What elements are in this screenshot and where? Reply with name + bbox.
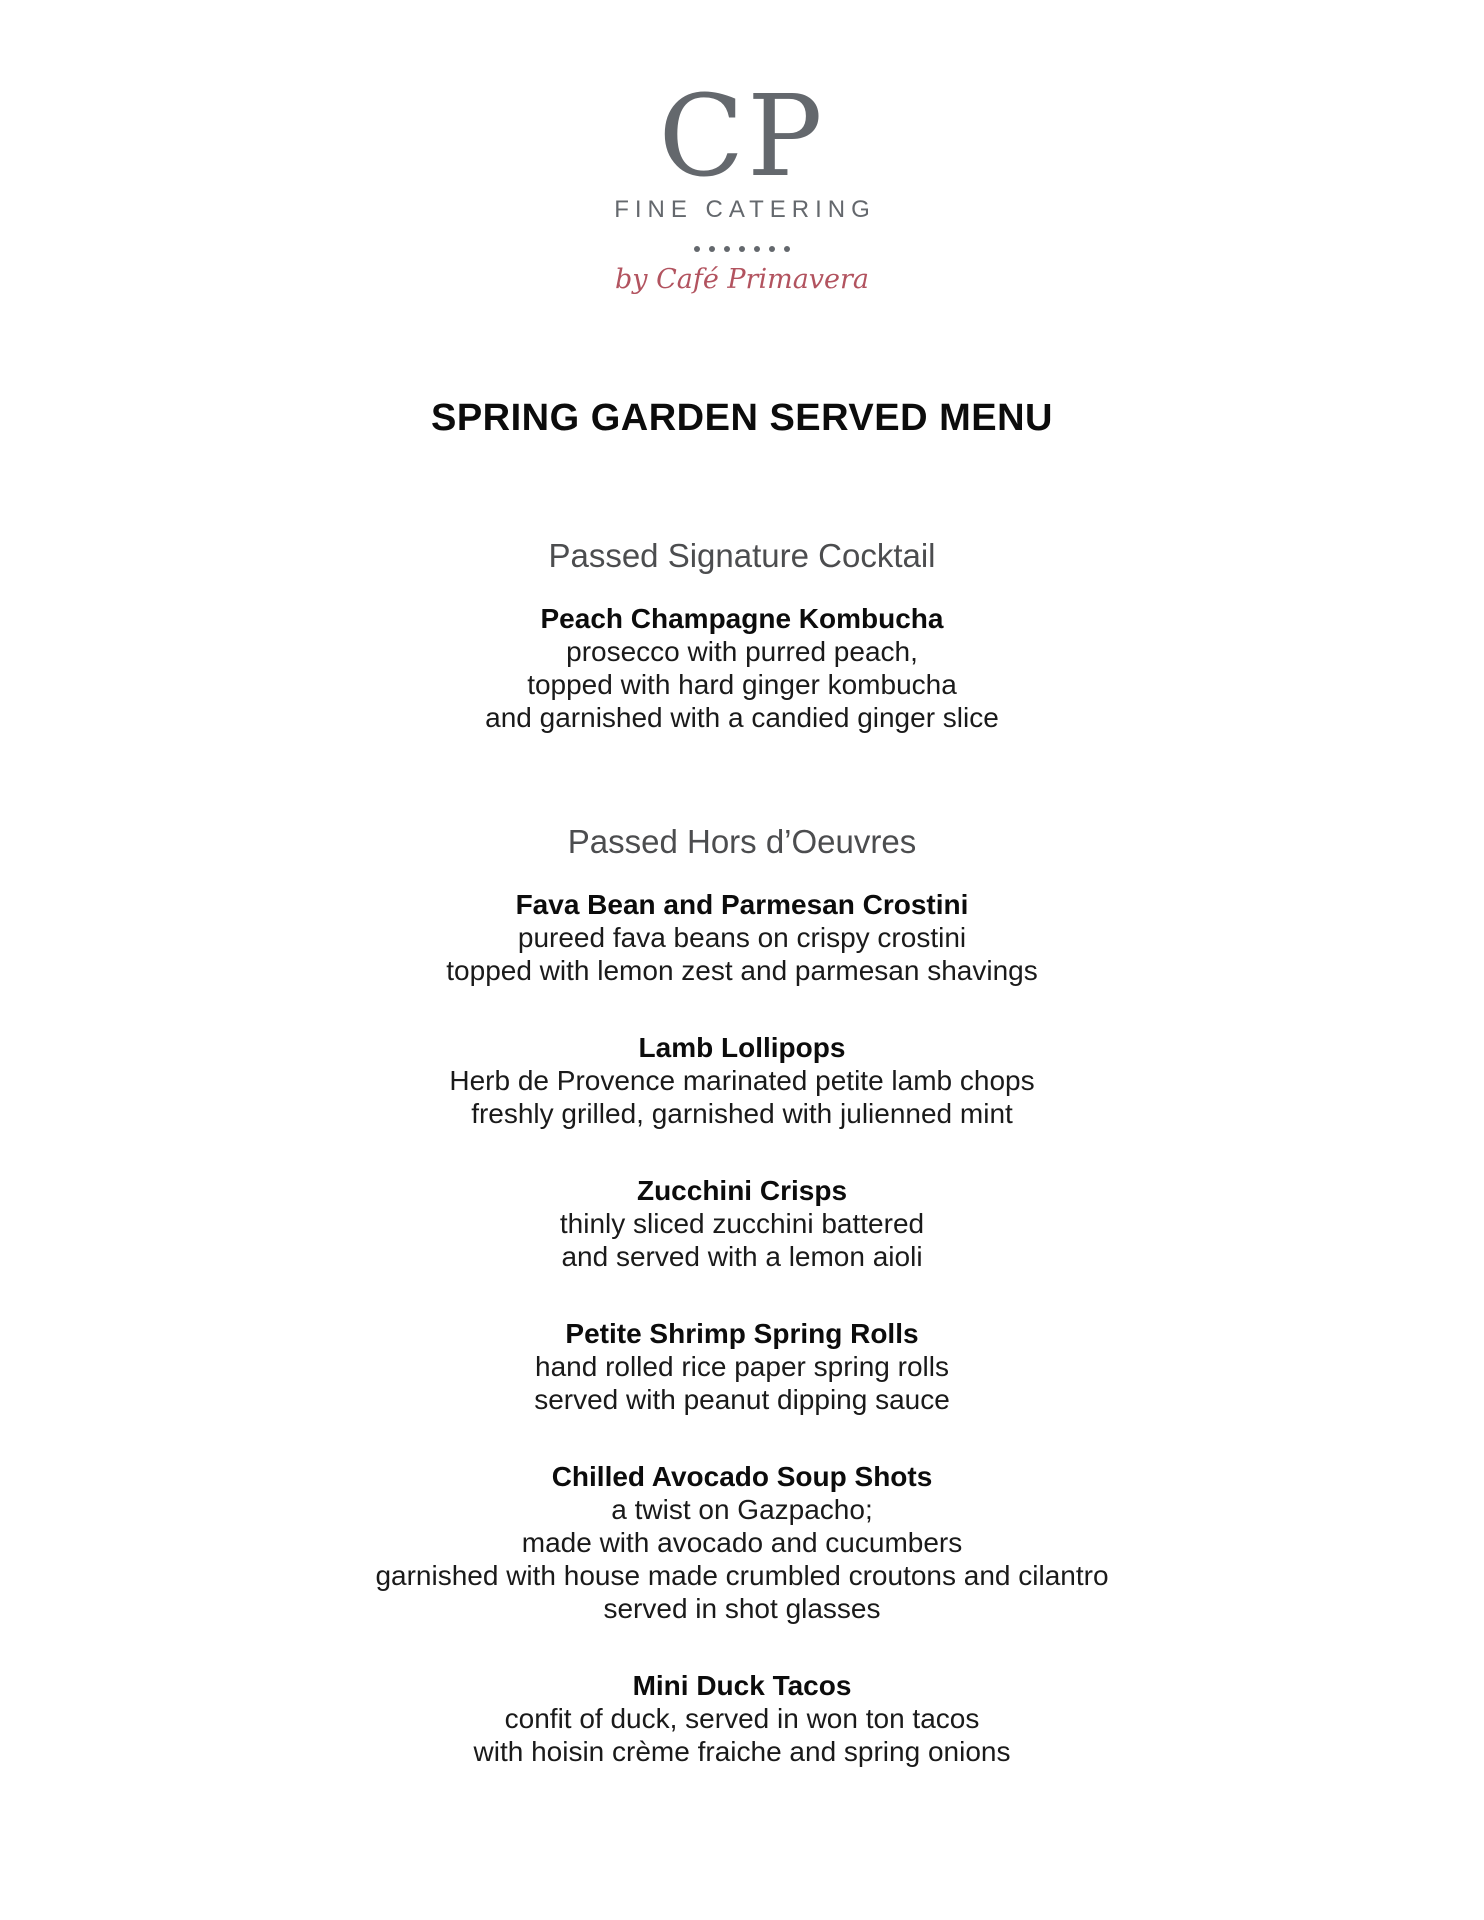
dot-icon	[769, 246, 775, 252]
menu-item-name: Chilled Avocado Soup Shots	[551, 1461, 933, 1493]
menu-item-description-line: made with avocado and cucumbers	[521, 1527, 963, 1559]
menu-item-name: Zucchini Crisps	[636, 1175, 848, 1207]
menu-item-description-line: a twist on Gazpacho;	[611, 1494, 873, 1526]
section-heading: Passed Hors d’Oeuvres	[567, 823, 917, 861]
brand-wordmark: FINE CATERING	[614, 196, 876, 224]
menu-item-description-line: and garnished with a candied ginger slice	[485, 702, 999, 734]
menu-item-description-line: pureed fava beans on crispy crostini	[517, 922, 967, 954]
menu-item	[0, 1174, 1484, 1273]
section-items	[0, 602, 1484, 734]
menu-item-description-line: with hoisin crème fraiche and spring onions	[473, 1736, 1011, 1768]
dot-icon	[709, 246, 715, 252]
menu-item-description-line: served in shot glasses	[603, 1593, 881, 1625]
menu-item	[0, 1669, 1484, 1768]
brand-byline: by Café Primavera	[614, 264, 870, 296]
menu-item-description	[0, 1493, 1484, 1625]
section-heading: Passed Signature Cocktail	[548, 537, 936, 575]
menu-title: SPRING GARDEN SERVED MENU	[430, 397, 1053, 440]
menu-section	[0, 536, 1484, 734]
menu-item-description	[0, 1350, 1484, 1416]
dot-icon	[724, 246, 730, 252]
brand-monogram: CP	[658, 72, 826, 202]
menu-item-name: Mini Duck Tacos	[632, 1670, 852, 1702]
menu-item-description-line: Herb de Provence marinated petite lamb chops	[449, 1065, 1035, 1097]
menu-item-description-line: served with peanut dipping sauce	[534, 1384, 950, 1416]
menu-sections	[0, 536, 1484, 1768]
menu-item-description	[0, 635, 1484, 734]
menu-section	[0, 822, 1484, 1768]
menu-item-description-line: thinly sliced zucchini battered	[559, 1208, 925, 1240]
menu-item-name: Lamb Lollipops	[638, 1032, 846, 1064]
dot-icon	[784, 246, 790, 252]
brand-dots-divider	[0, 246, 1484, 252]
brand-block	[0, 72, 1484, 296]
menu-item-description-line: prosecco with purred peach,	[566, 636, 918, 668]
menu-item-description-line: garnished with house made crumbled croutons and cilantro	[375, 1560, 1109, 1592]
menu-item-description-line: hand rolled rice paper spring rolls	[535, 1351, 949, 1383]
menu-item-description	[0, 1064, 1484, 1130]
menu-item-description	[0, 921, 1484, 987]
menu-item	[0, 888, 1484, 987]
section-items	[0, 888, 1484, 1768]
menu-item-description-line: freshly grilled, garnished with julienned mint	[471, 1098, 1013, 1130]
menu-item-description	[0, 1702, 1484, 1768]
menu-item-name: Fava Bean and Parmesan Crostini	[515, 889, 969, 921]
menu-item-description-line: topped with hard ginger kombucha	[527, 669, 957, 701]
menu-item-description	[0, 1207, 1484, 1273]
menu-item-name: Peach Champagne Kombucha	[540, 603, 944, 635]
menu-item	[0, 1031, 1484, 1130]
menu-item-description-line: confit of duck, served in won ton tacos	[504, 1703, 980, 1735]
menu-item	[0, 1460, 1484, 1625]
dot-icon	[754, 246, 760, 252]
dot-icon	[694, 246, 700, 252]
menu-item-description-line: topped with lemon zest and parmesan shavings	[446, 955, 1038, 987]
menu-item-name: Petite Shrimp Spring Rolls	[565, 1318, 919, 1350]
dot-icon	[739, 246, 745, 252]
menu-item	[0, 1317, 1484, 1416]
menu-item	[0, 602, 1484, 734]
menu-item-description-line: and served with a lemon aioli	[561, 1241, 923, 1273]
